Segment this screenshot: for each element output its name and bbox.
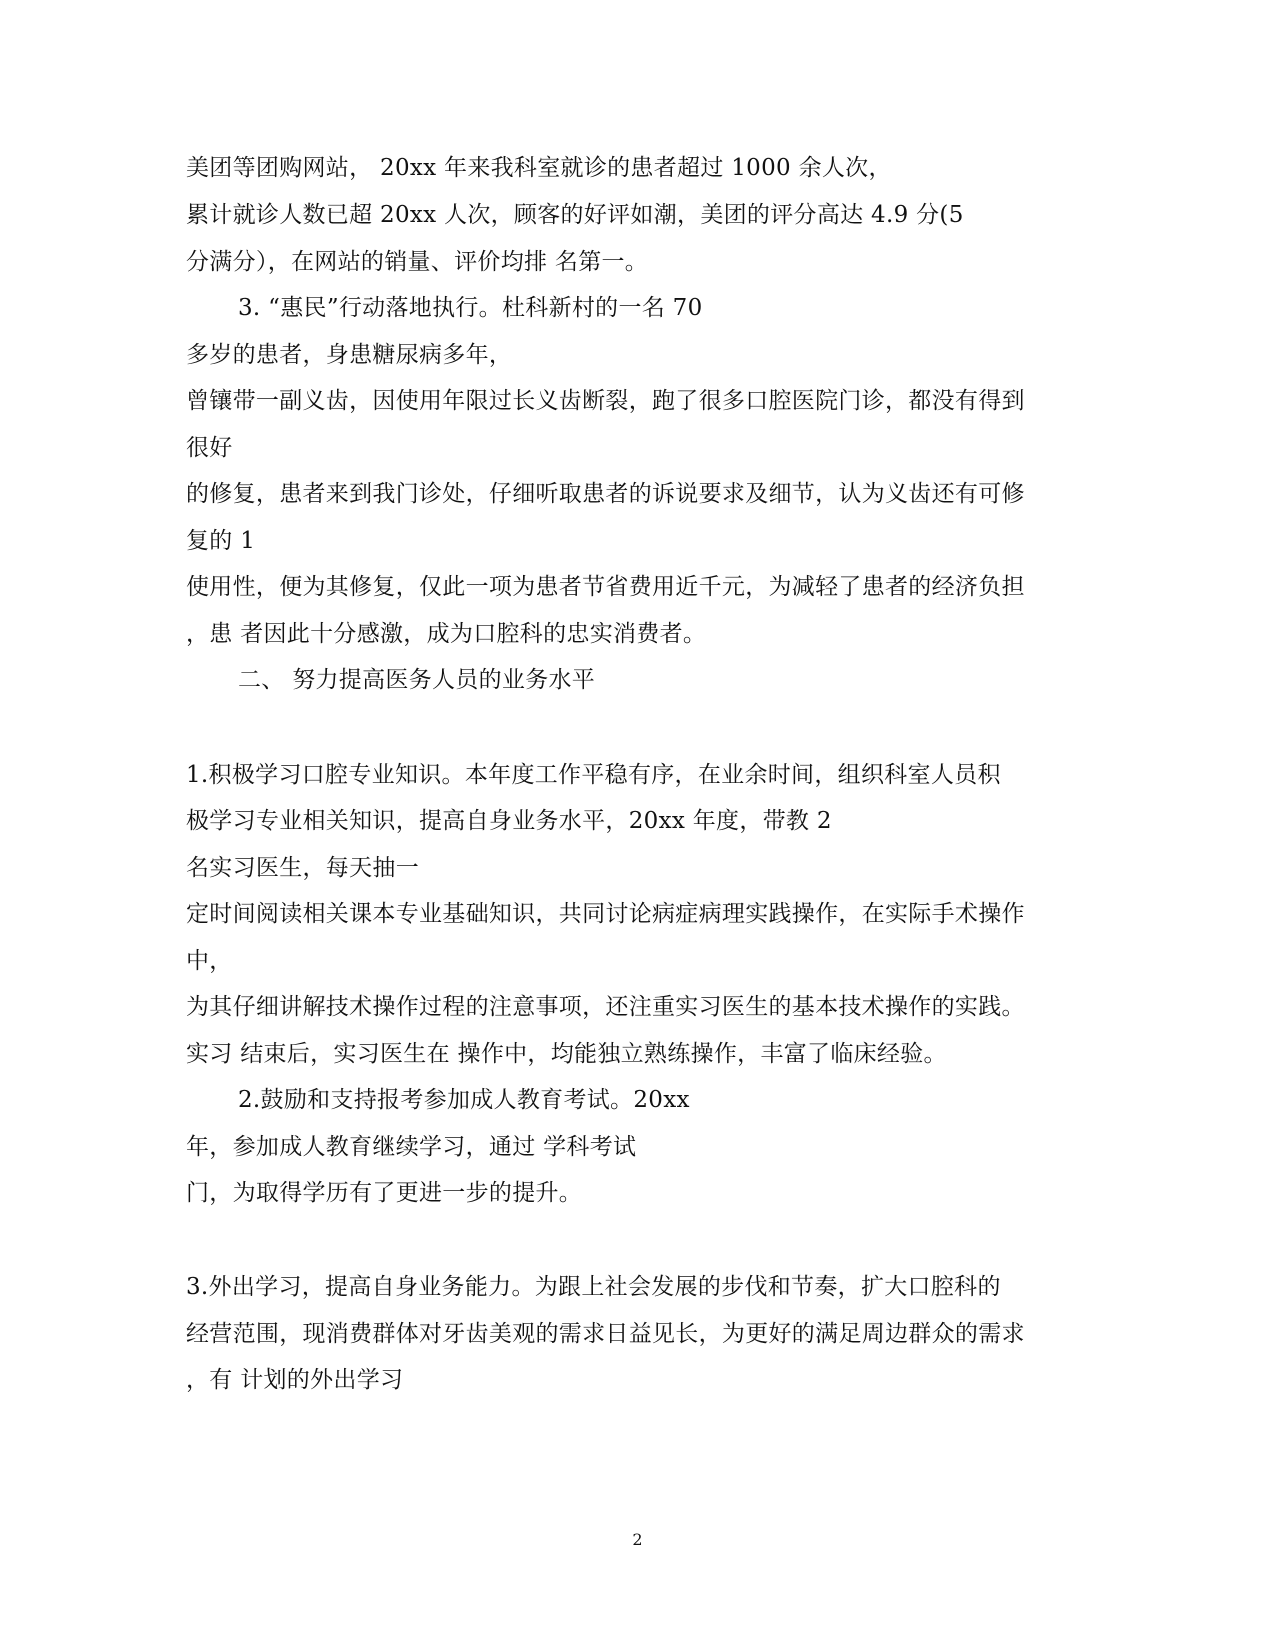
text-line: 定时间阅读相关课本专业基础知识，共同讨论病症病理实践操作，在实际手术操作 [186,901,1025,927]
text-line: 很好 [186,435,233,461]
text-line: 极学习专业相关知识，提高自身业务水平，20xx 年度，带教 2 [186,808,832,834]
text-line: 的修复，患者来到我门诊处，仔细听取患者的诉说要求及细节，认为义齿还有可修 [186,481,1025,507]
text-line: ，患 者因此十分感激，成为口腔科的忠实消费者。 [186,621,707,647]
text-line: ，有 计划的外出学习 [186,1367,404,1393]
text-line: 经营范围，现消费群体对牙齿美观的需求日益见长，为更好的满足周边群众的需求 [186,1321,1025,1347]
text-line: 复的 1 [186,528,256,554]
text-line: 名实习医生，每天抽一 [186,855,419,881]
text-line: 为其仔细讲解技术操作过程的注意事项，还注重实习医生的基本技术操作的实践。 [186,994,1025,1020]
text-line: 2.鼓励和支持报考参加成人教育考试。20xx [238,1087,690,1113]
text-line: 中， [186,948,233,974]
text-line: 累计就诊人数已超 20xx 人次，顾客的好评如潮，美团的评分高达 4.9 分(5 [186,202,964,228]
text-line: 3. “惠民”行动落地执行。杜科新村的一名 70 [238,295,703,321]
page-number: 2 [632,1530,643,1549]
text-line: 实习 结束后，实习医生在 操作中，均能独立熟练操作，丰富了临床经验。 [186,1041,947,1067]
text-line: 曾镶带一副义齿，因使用年限过长义齿断裂，跑了很多口腔医院门诊，都没有得到 [186,388,1025,414]
text-line: 美团等团购网站， 20xx 年来我科室就诊的患者超过 1000 余人次， [186,155,892,181]
text-line: 多岁的患者，身患糖尿病多年， [186,342,513,368]
text-line: 1.积极学习口腔专业知识。本年度工作平稳有序，在业余时间，组织科室人员积 [186,762,1001,788]
text-line: 年，参加成人教育继续学习，通过 学科考试 [186,1134,637,1160]
text-line: 分满分），在网站的销量、评价均排 名第一。 [186,249,649,275]
text-line: 3.外出学习，提高自身业务能力。为跟上社会发展的步伐和节奏，扩大口腔科的 [186,1274,1001,1300]
text-line: 门，为取得学历有了更进一步的提升。 [186,1180,583,1206]
text-line: 使用性，便为其修复，仅此一项为患者节省费用近千元，为减轻了患者的经济负担 [186,574,1025,600]
section-heading: 二、 努力提高医务人员的业务水平 [238,667,596,693]
